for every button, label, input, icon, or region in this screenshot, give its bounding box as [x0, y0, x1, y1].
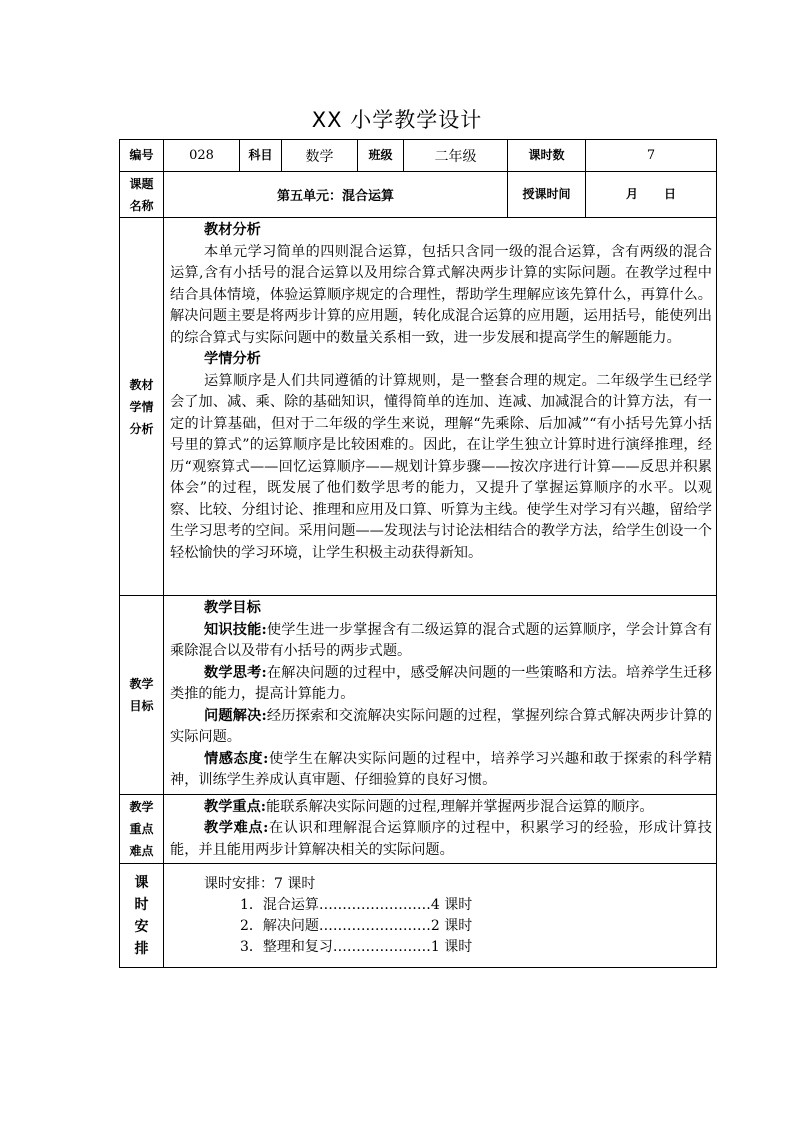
subject-label: 科目	[240, 140, 282, 172]
material-title: 教材分析	[204, 222, 261, 238]
student-title: 学情分析	[204, 351, 261, 367]
topic-label	[120, 172, 164, 218]
schedule-label: 课 时 安 排	[120, 864, 164, 968]
page-title: XX 小学教学设计	[311, 108, 483, 132]
lesson-plan-table	[119, 139, 717, 968]
topic-row	[120, 172, 717, 218]
teaching-focus: 教学重点:能联系解决实际问题的过程,理解并掌握两步混合运算的顺序。	[204, 798, 654, 815]
teaching-difficulty: 教学难点:在认识和理解混合运算顺序的过程中，积累学习的经验，形成计算技能，并且能用两步计算解决相关的实际问题。	[170, 820, 712, 858]
student-text: 运算顺序是人们共同遵循的计算规则，是一整套合理的规定。二年级学生已经学会了加、减、乘、除的基础知识，懂得简单的连加、连减、加减混合的计算方法，有一定的计算基础，但对于二年级的学生来说，理解“先乘除、后加减”“有小括号先算小括号里的算式”的运算顺序是比较困难的。因此，在让学生独立计算时进行演绎推理，经历“观察算式——回忆运算顺序——规划计算步骤——按次序进行计算——反思并积累体会”的过程，既发展了他们数学思考的能力，又提升了掌握运算顺序的水平。以观察、比较、分组讨论、推理和应用及口算、听算为主线。使学生对学习有兴趣，留给学生学习思考的空间。采用问题——发现法与讨论法相结合的教学方法，给学生创设一个轻松愉快的学习环境，让学生积极主动获得新知。	[170, 372, 712, 561]
schedule-item: 2．解决问题……………………2 课时	[240, 917, 473, 934]
goal-problem-solving: 问题解决:经历探索和交流解决实际问题的过程，掌握列综合算式解决两步计算的实际问题。	[170, 707, 712, 745]
goals-label: 教学 目标	[120, 596, 164, 795]
goals-content	[164, 596, 717, 795]
topic-value: 第五单元：混合运算	[164, 172, 508, 218]
schedule-item: 1．混合运算……………………4 课时	[240, 896, 473, 913]
day-label: 日	[664, 187, 677, 202]
num-label: 编号	[120, 140, 164, 172]
class-label: 班级	[358, 140, 404, 172]
material-text: 本单元学习简单的四则混合运算，包括只含同一级的混合运算，含有两级的混合运算,含有小括号的混合运算以及用综合算式解决两步计算的实际问题。在教学过程中结合具体情境，体验运算顺序规定的合理性，帮助学生理解应该先算什么，再算什么。解决问题主要是将两步计算的应用题，转化成混合运算的应用题，运用括号，能使列出的综合算式与实际问题中的数量关系相一致，进一步发展和提高学生的解题能力。	[170, 243, 712, 346]
schedule-row	[120, 864, 717, 968]
analysis-label: 教材 学情 分析	[120, 218, 164, 596]
num-value: 028	[164, 140, 240, 172]
month-label: 月	[625, 187, 638, 202]
goal-thinking: 数学思考:在解决问题的过程中，感受解决问题的一些策略和方法。培养学生迁移类推的能力，提高计算能力。	[170, 664, 712, 702]
keypoints-label: 教学 重点 难点	[120, 794, 164, 864]
schedule-item: 3．整理和复习…………………1 课时	[240, 938, 473, 955]
hours-label: 课时数	[508, 140, 586, 172]
analysis-row	[120, 218, 717, 596]
goal-knowledge: 知识技能:使学生进一步掌握含有二级运算的混合式题的运算顺序，学会计算含有乘除混合以及带有小括号的两步式题。	[170, 621, 712, 659]
goals-title: 教学目标	[204, 600, 261, 616]
subject-value: 数学	[282, 140, 358, 172]
topic-label-line2: 名称	[129, 198, 154, 213]
time-label: 授课时间	[508, 172, 586, 218]
goal-attitude: 情感态度:使学生在解决实际问题的过程中，培养学习兴趣和敢于探索的科学精神，训练学生养成认真审题、仔细验算的良好习惯。	[170, 750, 712, 788]
topic-label-line1: 课题	[129, 176, 154, 191]
schedule-title: 课时安排：7 课时	[204, 875, 316, 892]
hours-value: 7	[586, 140, 717, 172]
header-row	[120, 140, 717, 172]
time-value	[586, 172, 717, 218]
analysis-content	[164, 218, 717, 596]
class-value: 二年级	[404, 140, 508, 172]
keypoints-row	[120, 794, 717, 864]
goals-row	[120, 596, 717, 795]
schedule-content	[164, 864, 717, 968]
keypoints-content	[164, 794, 717, 864]
